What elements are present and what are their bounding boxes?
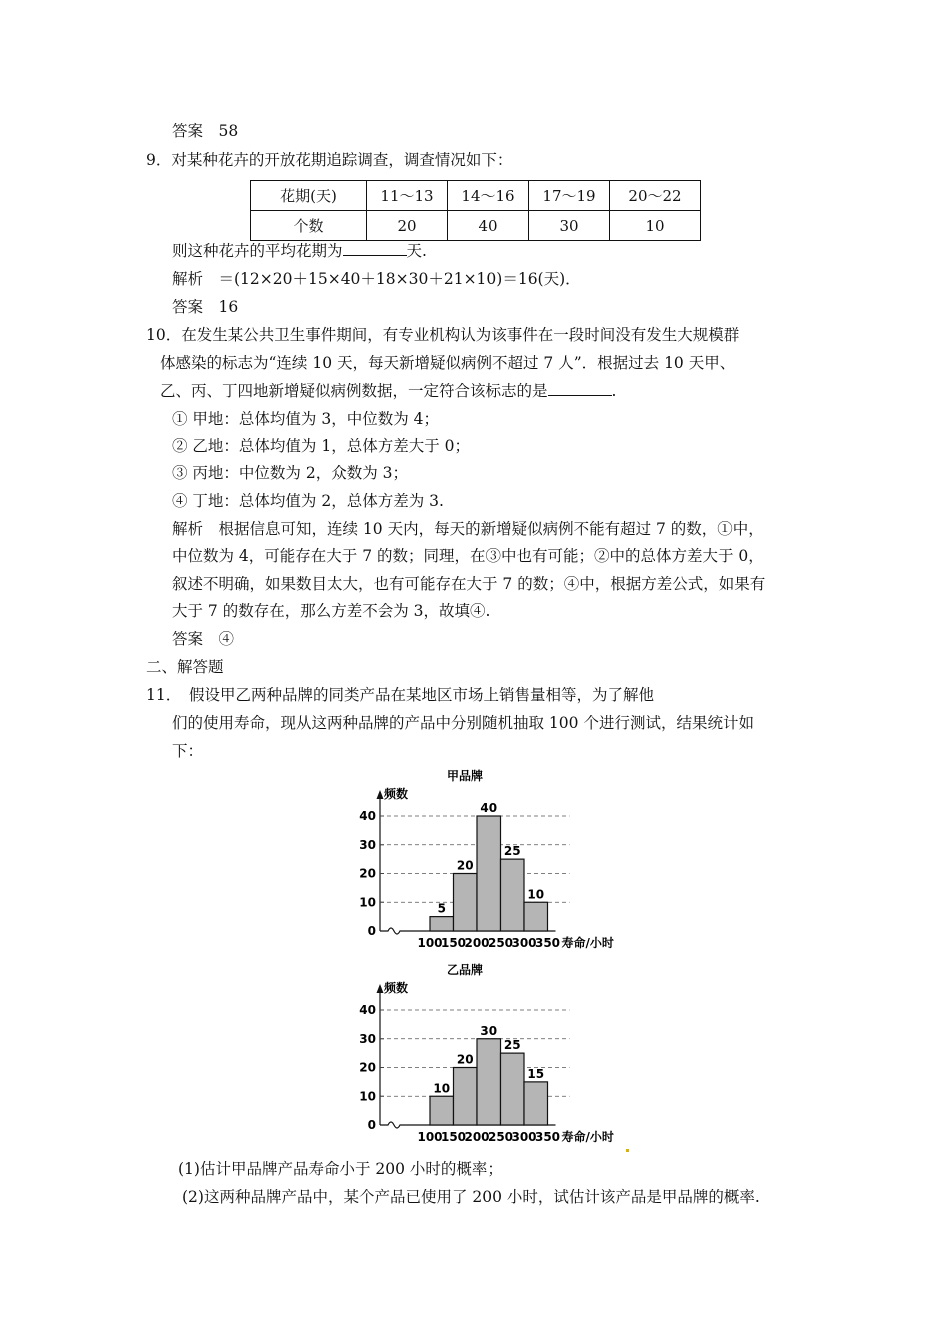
question-11-line2: 们的使用寿命，现从这两种品牌的产品中分别随机抽取 100 个进行测试，结果统计如 <box>172 714 754 732</box>
prompt-text: 乙、丙、丁四地新增疑似病例数据，一定符合该标志的是 <box>160 382 548 400</box>
y-tick-label: 40 <box>359 1003 376 1017</box>
bar-value-label: 20 <box>456 1052 474 1067</box>
x-tick-label: 250 <box>487 936 514 950</box>
x-axis-label: 寿命/小时 <box>561 936 614 950</box>
question-9-prompt <box>172 240 427 262</box>
y-tick-label: 10 <box>359 1089 376 1104</box>
table-cell: 40 <box>448 211 529 241</box>
bar-value-label: 30 <box>480 1023 498 1038</box>
y-tick-label: 0 <box>367 924 376 938</box>
solution-9: 解析 ＝(12×20＋15×40＋18×30＋21×10)＝16(天)． <box>172 270 581 288</box>
histogram-bar <box>477 816 501 931</box>
y-axis-arrow <box>377 984 384 993</box>
x-tick-label: 100 <box>417 936 443 950</box>
x-axis-label: 寿命/小时 <box>561 1130 614 1144</box>
histogram-bar <box>524 902 548 931</box>
table-cell: 10 <box>610 211 701 241</box>
table-cell: 个数 <box>251 211 367 241</box>
bar-value-label: 10 <box>527 887 545 902</box>
sub-question-2: (2)这两种品牌产品中，某个产品已使用了 200 小时，试估计该产品是甲品牌的概率. <box>182 1188 760 1206</box>
histogram-bar <box>524 1082 548 1125</box>
table-cell: 20 <box>367 211 448 241</box>
bar-value-label: 10 <box>433 1081 451 1096</box>
option-4: ④ 丁地：总体均值为 2，总体方差为 3. <box>172 492 444 510</box>
x-tick-label: 100 <box>417 1130 443 1144</box>
x-tick-label: 350 <box>534 936 561 950</box>
x-tick-label: 300 <box>511 936 537 950</box>
table-cell: 花期(天) <box>251 181 367 211</box>
histogram-brand-b <box>345 960 645 1160</box>
y-tick-label: 30 <box>359 1031 376 1046</box>
question-9: 9．对某种花卉的开放花期追踪调查，调查情况如下： <box>146 151 513 169</box>
solution-10-line4: 大于 7 的数存在，那么方差不会为 3，故填④. <box>172 602 491 620</box>
x-tick-label: 300 <box>511 1130 537 1144</box>
answer-9: 答案 16 <box>172 298 239 316</box>
prompt-text: 则这种花卉的平均花期为 <box>172 242 343 260</box>
table-cell: 17～19 <box>529 181 610 211</box>
flowering-table <box>250 180 701 241</box>
histogram-brand-a <box>345 766 645 966</box>
y-tick-label: 10 <box>359 895 376 910</box>
y-tick-label: 30 <box>359 837 376 852</box>
bar-value-label: 25 <box>503 844 521 859</box>
histogram-bar <box>477 1039 501 1125</box>
histogram-bar <box>430 917 454 931</box>
question-10-line3 <box>160 380 616 402</box>
solution-10-line3: 叙述不明确，如果数目太大，也有可能存在大于 7 的数；④中，根据方差公式，如果有 <box>172 575 766 593</box>
prompt-end: . <box>611 382 617 400</box>
histogram-bar <box>501 859 525 931</box>
solution-10-line2: 中位数为 4，可能存在大于 7 的数；同理，在③中也有可能；②中的总体方差大于 0， <box>172 547 764 565</box>
option-3: ③ 丙地：中位数为 2，众数为 3； <box>172 464 409 482</box>
bar-value-label: 25 <box>503 1038 521 1053</box>
bar-value-label: 40 <box>480 801 498 815</box>
option-1: ① 甲地：总体均值为 3，中位数为 4； <box>172 410 440 428</box>
table-header-row <box>251 181 701 211</box>
question-10-line2: 体感染的标志为“连续 10 天，每天新增疑似病例不超过 7 人”．根据过去 10 天甲、 <box>160 354 736 372</box>
solution-10-line1: 解析 根据信息可知，连续 10 天内，每天的新增疑似病例不能有超过 7 的数，①中， <box>172 520 764 538</box>
question-11-line3: 下： <box>172 742 204 760</box>
answer-blank <box>548 381 612 396</box>
x-tick-label: 150 <box>440 936 467 950</box>
y-tick-label: 0 <box>367 1118 376 1132</box>
y-tick-label: 20 <box>359 1060 376 1075</box>
chart-title: 甲品牌 <box>447 769 484 783</box>
table-cell: 11～13 <box>367 181 448 211</box>
table-cell: 30 <box>529 211 610 241</box>
x-tick-label: 150 <box>440 1130 467 1144</box>
y-axis-arrow <box>377 790 384 799</box>
x-tick-label: 350 <box>534 1130 561 1144</box>
answer-8: 答案 58 <box>172 122 239 140</box>
bar-value-label: 5 <box>437 901 446 916</box>
prompt-unit: 天. <box>406 242 427 260</box>
histogram-bar <box>430 1096 454 1125</box>
answer-blank <box>343 241 407 256</box>
histogram-bar <box>501 1053 525 1125</box>
chart-title: 乙品牌 <box>447 963 484 977</box>
y-axis-label: 频数 <box>384 787 409 801</box>
x-tick-label: 200 <box>464 936 490 950</box>
histogram-bar <box>454 874 478 932</box>
table-cell: 20～22 <box>610 181 701 211</box>
question-10-line1: 10．在发生某公共卫生事件期间，有专业机构认为该事件在一段时间没有发生大规模群 <box>146 326 740 344</box>
y-tick-label: 20 <box>359 866 376 881</box>
bar-value-label: 15 <box>527 1066 545 1081</box>
histogram-bar <box>454 1068 478 1126</box>
sub-question-1: (1)估计甲品牌产品寿命小于 200 小时的概率； <box>178 1160 503 1178</box>
x-tick-label: 250 <box>487 1130 514 1144</box>
table-cell: 14～16 <box>448 181 529 211</box>
x-tick-label: 200 <box>464 1130 490 1144</box>
y-axis-label: 频数 <box>384 981 409 995</box>
stray-dot <box>626 1149 629 1152</box>
y-tick-label: 40 <box>359 809 376 823</box>
question-11-line1: 11． 假设甲乙两种品牌的同类产品在某地区市场上销售量相等，为了解他 <box>146 686 654 704</box>
section-heading: 二、解答题 <box>146 658 224 676</box>
bar-value-label: 20 <box>456 858 474 873</box>
option-2: ② 乙地：总体均值为 1，总体方差大于 0； <box>172 437 471 455</box>
table-row <box>251 211 701 241</box>
answer-10: 答案 ④ <box>172 630 235 648</box>
